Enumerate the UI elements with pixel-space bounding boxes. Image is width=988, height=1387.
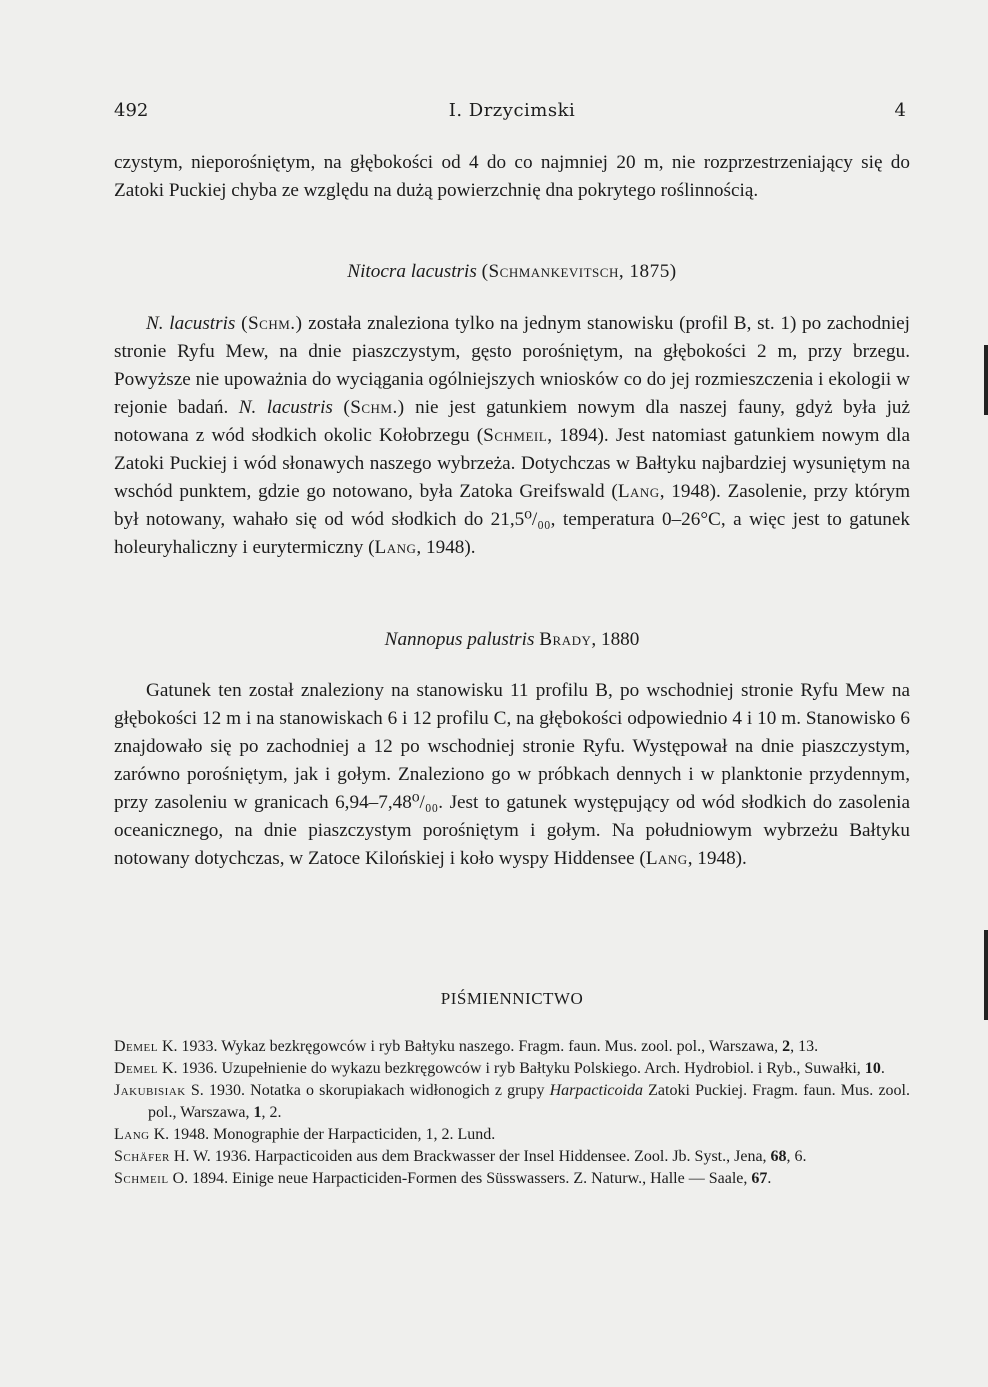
- ref-taxon: Harpacticoida: [549, 1082, 643, 1099]
- ref-text: S. 1930. Notatka o skorupiakach widłonogich z grupy: [185, 1082, 550, 1099]
- running-header: [114, 100, 910, 126]
- text-run: , 1948). Zasolenie, przy którym był notowany, wahało się od wód słodkich do 21,5: [114, 481, 911, 530]
- reference-item: [114, 1036, 910, 1058]
- scan-edge-mark: [984, 930, 988, 1020]
- section-nitocra: [114, 258, 910, 286]
- page-number: 492: [114, 100, 149, 121]
- permille-symbol: ⁰/₀₀: [524, 509, 551, 530]
- ref-volume: 68: [770, 1148, 787, 1165]
- species-author: Brady: [539, 629, 592, 650]
- ref-volume: 67: [751, 1170, 768, 1187]
- ref-text: K. 1933. Wykaz bezkręgowców i ryb Bałtyku naszego. Fragm. faun. Mus. zool. pol., Warszawa,: [158, 1038, 783, 1055]
- ref-author: Schmeil: [114, 1170, 169, 1187]
- reference-item: [114, 1168, 910, 1190]
- species-abbrev: N. lacustris: [238, 397, 333, 418]
- species-heading-nitocra: [114, 258, 910, 286]
- nannopus-text: [114, 677, 910, 873]
- ref-author: Schäfer: [114, 1148, 170, 1165]
- citation-author: Lang: [645, 848, 688, 869]
- ref-pages: , 6.: [786, 1148, 807, 1165]
- ref-volume: 10: [864, 1060, 881, 1077]
- citation-author: Lang: [374, 537, 417, 558]
- species-abbrev: N. lacustris: [146, 313, 236, 334]
- text-run: . Jest to gatunek występujący od wód słodkich do zasolenia oceanicznego, na dnie piaszczystym porośniętym i gołym. Na południowym wybrzeżu Bałtyku notowany dotychczas, w Zatoce Kilońskiej i koło wyspy Hiddensee (: [114, 792, 910, 869]
- ref-author: Demel: [114, 1060, 158, 1077]
- text-run: nie jest gatunkiem nowym dla naszej fauny, gdyż była już notowana z wód słodkich okolic Kołobrzegu (: [114, 397, 911, 446]
- text-run: , 1948).: [416, 537, 476, 558]
- permille-symbol: ⁰/₀₀: [411, 792, 439, 813]
- ref-text: Zatoki Puckiej. Fragm. faun. Mus. zool. pol., Warszawa,: [148, 1082, 910, 1121]
- issue-number: 4: [894, 100, 906, 121]
- citation-author: Schmeil: [483, 425, 548, 446]
- scan-edge-mark: [984, 345, 988, 415]
- species-author: (Schmankevitsch, 1875): [481, 261, 677, 282]
- ref-text: K. 1936. Uzupełnienie do wykazu bezkręgowców i ryb Bałtyku Polskiego. Arch. Hydrobiol. i Ryb., Suwałki,: [158, 1060, 865, 1077]
- ref-author: Jakubisiak: [114, 1082, 186, 1099]
- ref-pages: .: [767, 1170, 772, 1187]
- text-run: została znaleziona tylko na jednym stanowisku (profil B, st. 1) po zachodniej stronie Ryfu Mew, na dnie piaszczystym, gęsto porośniętym, na głębokości 2 m, przy brzegu. Powyższe nie upoważnia do wyciągania ogólniejszych wniosków co do jej rozmieszczenia i ekologii w rejonie badań.: [114, 313, 911, 418]
- paragraph-nitocra: [114, 310, 910, 562]
- ref-text: K. 1948. Monographie der Harpacticiden, 1, 2. Lund.: [149, 1126, 496, 1143]
- nitocra-text: [114, 310, 910, 562]
- reference-item: [114, 1124, 910, 1146]
- reference-item: [114, 1058, 910, 1080]
- ref-pages: , 13.: [790, 1038, 819, 1055]
- reference-item: [114, 1146, 910, 1168]
- species-heading-nannopus: [114, 626, 910, 654]
- citation-author: Lang: [617, 481, 660, 502]
- paragraph-nannopus: [114, 677, 910, 873]
- author-abbrev: (Schm.): [241, 313, 303, 334]
- ref-author: Demel: [114, 1038, 158, 1055]
- intro-text: czystym, nieporośniętym, na głębokości od 4 do co najmniej 20 m, nie rozprzestrzeniający się do Zatoki Puckiej chyba ze względu na dużą powierzchnię dna pokrytego roślinnością.: [114, 152, 910, 201]
- ref-text: O. 1894. Einige neue Harpacticiden-Formen des Süsswassers. Z. Naturw., Halle — Saale,: [168, 1170, 752, 1187]
- reference-list: [114, 1036, 910, 1190]
- author-abbrev: (Schm.): [343, 397, 405, 418]
- running-title: I. Drzycimski: [448, 100, 576, 121]
- species-name: Nannopus palustris: [384, 629, 535, 650]
- text-run: , temperatura 0–26°C, a więc jest to gatunek holeuryhaliczny i eurytermiczny (: [114, 509, 910, 558]
- text-run: , 1948).: [687, 848, 747, 869]
- ref-author: Lang: [114, 1126, 150, 1143]
- intro-paragraph: [114, 149, 910, 205]
- references-heading: PIŚMIENNICTWO: [440, 989, 584, 1008]
- species-name: Nitocra lacustris: [347, 261, 477, 282]
- species-year: , 1880: [591, 629, 640, 650]
- ref-pages: , 2.: [261, 1104, 282, 1121]
- ref-text: H. W. 1936. Harpacticoiden aus dem Brackwasser der Insel Hiddensee. Zool. Jb. Syst., Jena,: [169, 1148, 771, 1165]
- ref-pages: .: [880, 1060, 885, 1077]
- text-run: , 1894). Jest natomiast gatunkiem nowym dla Zatoki Puckiej i wód słonawych naszego wybrzeża. Dotychczas w Bałtyku najbardziej wysuniętym na wschód punktem, gdzie go notowano, była Zatoka Greifswald (: [114, 425, 910, 502]
- ref-volume: 1: [253, 1104, 262, 1121]
- ref-volume: 2: [782, 1038, 791, 1055]
- text-run: Gatunek ten został znaleziony na stanowisku 11 profilu B, po wschodniej stronie Ryfu Mew na głębokości 12 m i na stanowiskach 6 i 12 profilu C, na głębokości odpowiednio 4 i 10 m. Stanowisko 6 znajdowało się po zachodniej a 12 po wschodniej stronie Ryfu. Występował na dnie piaszczystym, zarówno porośniętym, jak i gołym. Znaleziono go w próbkach dennych i w planktonie przydennym, przy zasoleniu w granicach 6,94–7,48: [114, 680, 910, 813]
- section-nannopus: [114, 626, 910, 654]
- reference-item: [114, 1080, 910, 1124]
